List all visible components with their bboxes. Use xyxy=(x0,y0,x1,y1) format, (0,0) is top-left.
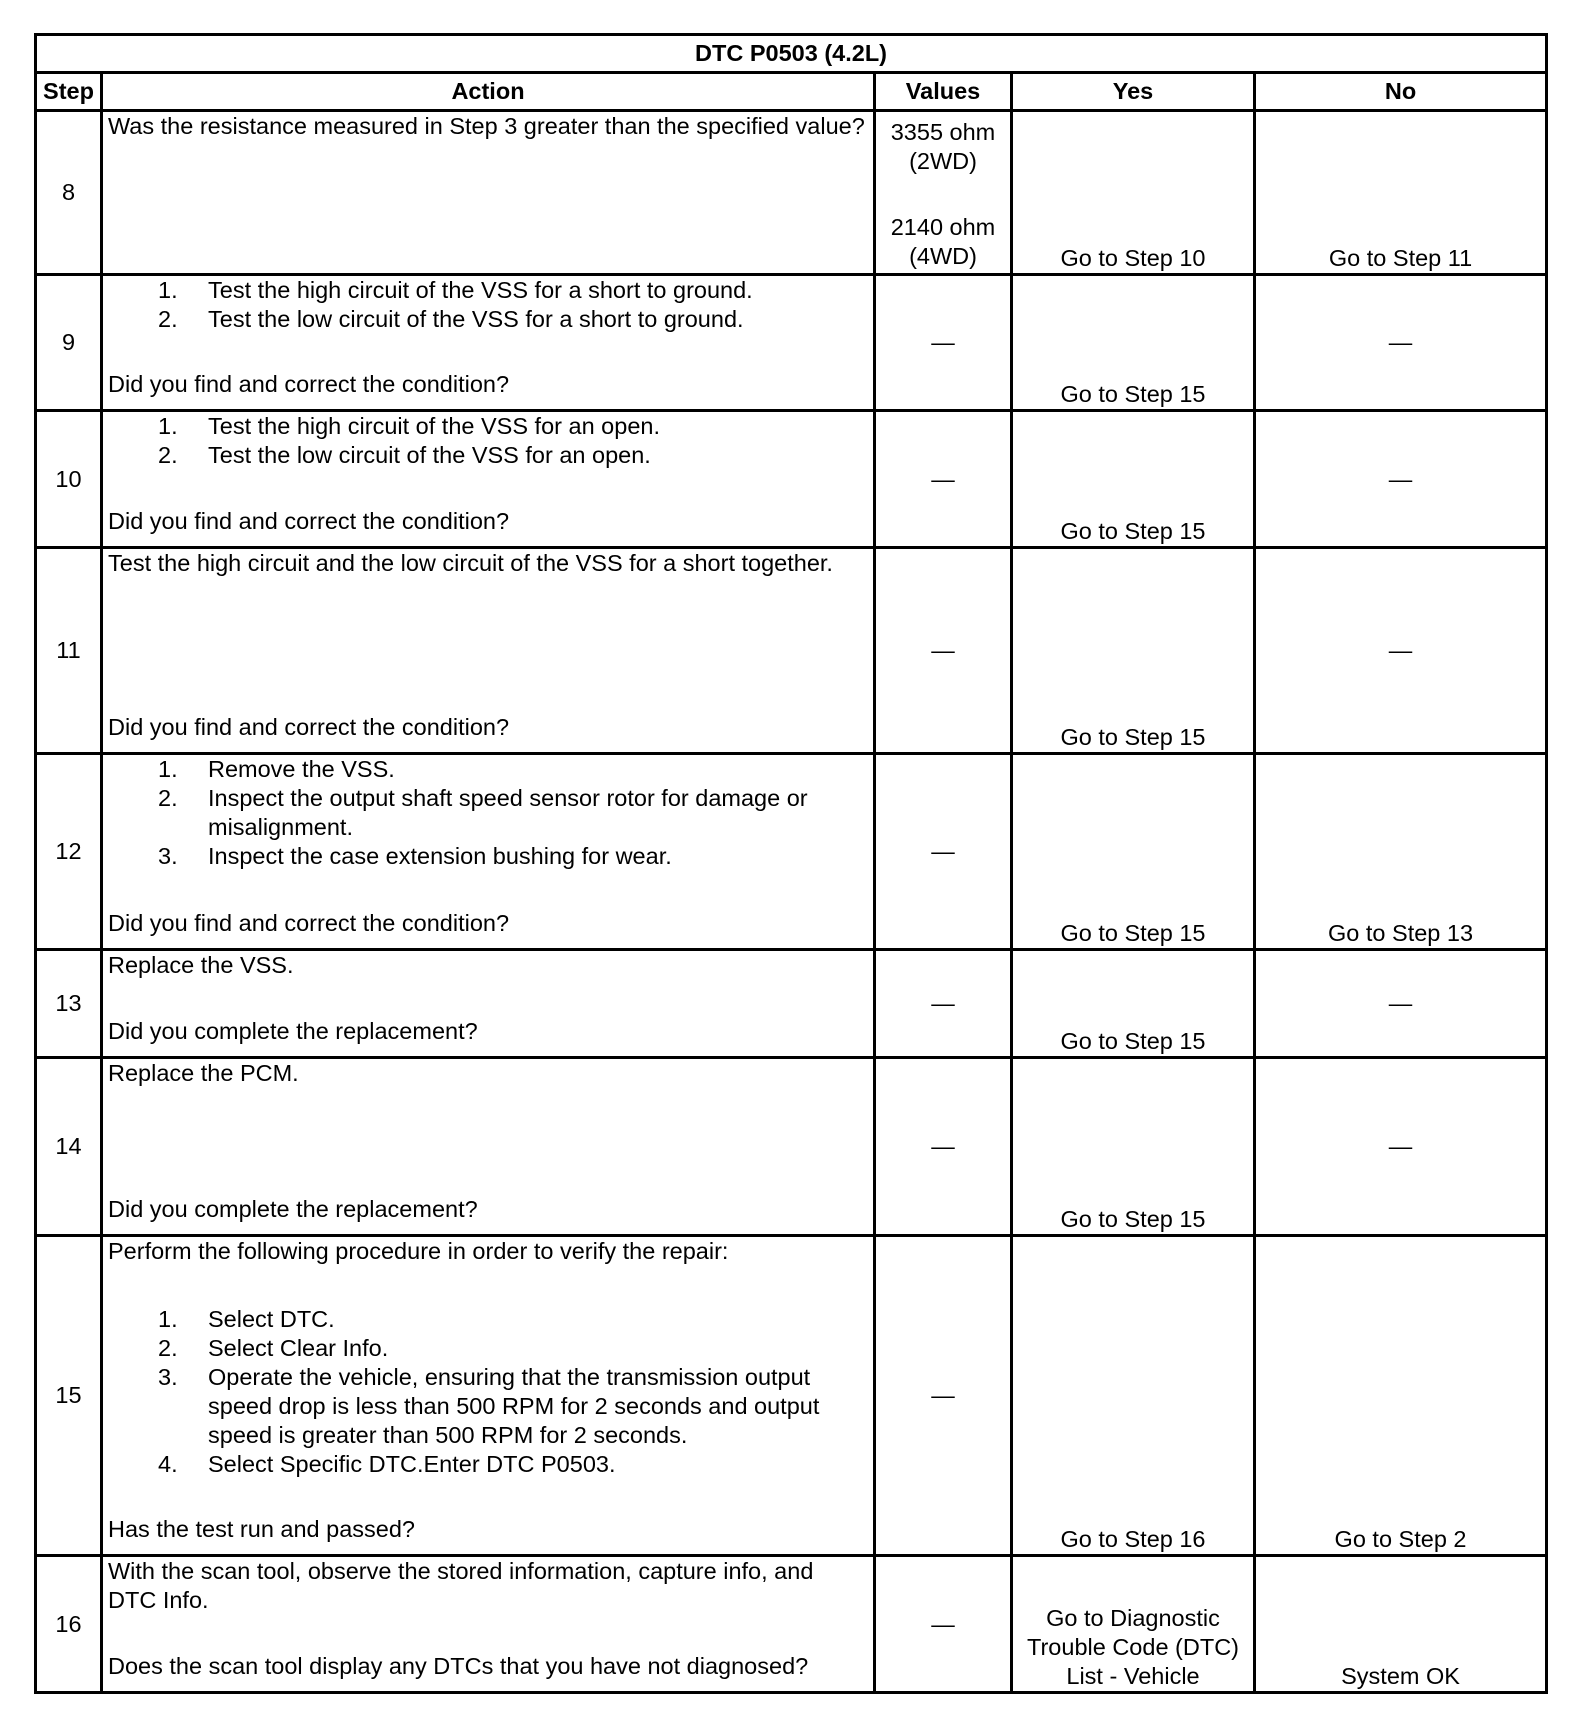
values-cell: — xyxy=(875,1058,1012,1236)
no-cell: — xyxy=(1255,1058,1547,1236)
yes-cell: Go to Step 16 xyxy=(1012,1236,1255,1556)
action-text: Replace the VSS. xyxy=(108,952,294,978)
action-question: Did you find and correct the condition? xyxy=(108,508,510,534)
yes-cell: Go to Step 15 xyxy=(1012,275,1255,411)
step-number: 13 xyxy=(36,950,102,1058)
step-number: 16 xyxy=(36,1556,102,1693)
table-row xyxy=(36,548,1547,754)
list-item: 2. Select Clear Info. xyxy=(158,1335,389,1361)
action-cell xyxy=(102,411,875,548)
no-cell: Go to Step 2 xyxy=(1255,1236,1547,1556)
list-item: 2. Inspect the output shaft speed sensor rotor for damage or misalignment. xyxy=(158,785,808,840)
list-item: 3. Inspect the case extension bushing for wear. xyxy=(158,843,672,869)
header-action: Action xyxy=(102,73,875,111)
table-row xyxy=(36,411,1547,548)
no-cell: — xyxy=(1255,548,1547,754)
step-number: 14 xyxy=(36,1058,102,1236)
list-item: 1. Test the high circuit of the VSS for a short to ground. xyxy=(158,277,753,303)
header-yes: Yes xyxy=(1012,73,1255,111)
table-row xyxy=(36,950,1547,1058)
yes-cell: Go to Step 15 xyxy=(1012,950,1255,1058)
value-2wd: 3355 ohm (2WD) xyxy=(890,119,996,174)
action-question: Has the test run and passed? xyxy=(108,1516,416,1542)
list-item: 2. Test the low circuit of the VSS for an open. xyxy=(158,442,651,468)
list-item: 2. Test the low circuit of the VSS for a short to ground. xyxy=(158,306,744,332)
table-row xyxy=(36,275,1547,411)
yes-cell: Go to Step 15 xyxy=(1012,411,1255,548)
list-item: 3. Operate the vehicle, ensuring that the transmission output speed drop is less than 500 RPM for 2 seconds and output speed is greater than 500 RPM for 2 seconds. xyxy=(158,1364,820,1448)
action-question: Did you complete the replacement? xyxy=(108,1018,478,1044)
list-item: 1. Test the high circuit of the VSS for an open. xyxy=(158,413,660,439)
no-cell: Go to Step 11 xyxy=(1255,111,1547,275)
table-title: DTC P0503 (4.2L) xyxy=(36,35,1547,73)
table-row xyxy=(36,754,1547,950)
table-row xyxy=(36,1236,1547,1556)
yes-cell: Go to Step 15 xyxy=(1012,548,1255,754)
action-text: Replace the PCM. xyxy=(108,1060,299,1086)
no-cell: — xyxy=(1255,275,1547,411)
header-values: Values xyxy=(875,73,1012,111)
action-cell xyxy=(102,1058,875,1236)
step-number: 15 xyxy=(36,1236,102,1556)
list-item: 1. Remove the VSS. xyxy=(158,756,395,782)
action-text: With the scan tool, observe the stored information, capture info, and DTC Info. xyxy=(108,1558,814,1613)
step-number: 10 xyxy=(36,411,102,548)
table-row xyxy=(36,1058,1547,1236)
yes-cell: Go to Step 15 xyxy=(1012,754,1255,950)
action-question: Did you find and correct the condition? xyxy=(108,371,510,397)
action-cell xyxy=(102,275,875,411)
header-row xyxy=(36,73,1547,111)
procedure-list xyxy=(108,412,868,470)
procedure-list xyxy=(108,1305,868,1479)
procedure-list xyxy=(108,755,868,871)
step-number: 12 xyxy=(36,754,102,950)
header-no: No xyxy=(1255,73,1547,111)
yes-cell: Go to Step 15 xyxy=(1012,1058,1255,1236)
action-question: Did you find and correct the condition? xyxy=(108,714,510,740)
yes-cell: Go to Step 10 xyxy=(1012,111,1255,275)
yes-cell: Go to Diagnostic Trouble Code (DTC) List - Vehicle xyxy=(1012,1556,1255,1693)
no-cell: — xyxy=(1255,950,1547,1058)
table-row xyxy=(36,1556,1547,1693)
action-question: Does the scan tool display any DTCs that you have not diagnosed? xyxy=(108,1653,809,1679)
values-cell: — xyxy=(875,950,1012,1058)
values-cell: — xyxy=(875,548,1012,754)
procedure-list xyxy=(108,276,868,334)
values-cell: — xyxy=(875,411,1012,548)
action-text: Was the resistance measured in Step 3 greater than the specified value? xyxy=(108,113,865,139)
action-text: Test the high circuit and the low circuit of the VSS for a short together. xyxy=(108,550,833,576)
values-cell: — xyxy=(875,275,1012,411)
table-row xyxy=(36,111,1547,275)
header-step: Step xyxy=(36,73,102,111)
action-question: Did you complete the replacement? xyxy=(108,1196,478,1222)
action-question: Did you find and correct the condition? xyxy=(108,910,510,936)
list-item: 1. Select DTC. xyxy=(158,1306,335,1332)
value-4wd: 2140 ohm (4WD) xyxy=(890,214,996,269)
dtc-table xyxy=(34,33,1548,1694)
action-cell xyxy=(102,1556,875,1693)
values-cell: — xyxy=(875,1236,1012,1556)
no-cell: Go to Step 13 xyxy=(1255,754,1547,950)
no-cell: System OK xyxy=(1255,1556,1547,1693)
values-cell xyxy=(875,111,1012,275)
action-cell xyxy=(102,548,875,754)
no-cell: — xyxy=(1255,411,1547,548)
action-cell xyxy=(102,1236,875,1556)
step-number: 11 xyxy=(36,548,102,754)
values-cell: — xyxy=(875,1556,1012,1693)
list-item: 4. Select Specific DTC.Enter DTC P0503. xyxy=(158,1451,616,1477)
action-cell xyxy=(102,111,875,275)
step-number: 9 xyxy=(36,275,102,411)
table-title-row xyxy=(36,35,1547,73)
step-number: 8 xyxy=(36,111,102,275)
values-cell: — xyxy=(875,754,1012,950)
action-cell xyxy=(102,754,875,950)
action-cell xyxy=(102,950,875,1058)
action-text: Perform the following procedure in order to verify the repair: xyxy=(108,1238,729,1264)
